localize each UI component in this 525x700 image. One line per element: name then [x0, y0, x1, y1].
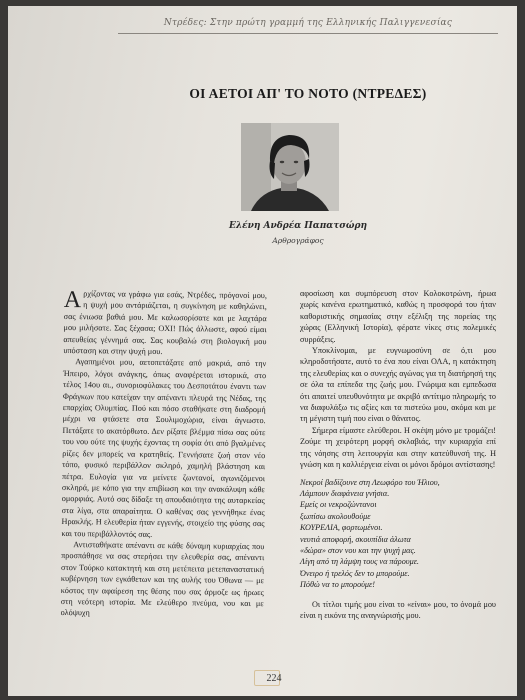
paragraph: Αγαπημένοι μου, αετοπετάξατε από μακριά, από την Ήπειρο, λόγοι ανάγκης, όπως αναφέρεται ιστορικά, στο τέλος 14ου αι., συνοριοφύλακες του Δεσποτάτου έναντι των Φράγκων που κατείχαν την απέναντι πλευρά της Νέδας, της επαρχίας Ολυμπίας. Πού και πόσο σταθήκατε στη διαδρομή μέχρι να φτάσετε στα Σουλιμοχώρια, είναι άγνωστο. Πετάξατε το ακατόρθωτο. Δεν ρίξατε βλέμμα πίσω σας ούτε του νου ούτε της ψυχής έχοντας τη σοφία ότι από βγαλμένες ρίζες δεν μπορείς να κρατηθείς. Γεννήσατε ζωή στον νέο τόπο, φυσικό περιβάλλον σκληρό, χαμηλή βλάστηση και πέτρα. Ευλογία για να μείνετε ζωντανοί, αγωνιζόμενοι σκληρά, με κόπο για την επιβίωση και την ανακάλυψη κάθε ομορφιάς. Αυτό σας δίδαξε τη σπουδαιότητα της αυταρκείας στα λίγα, στα απαραίτητα. Ο καθένας σας γεννήθηκε ένας Ηρακλής. Η ελευθερία ήταν εγγενής, στοιχείο της φύσης σας και του περιβάλλοντός σας. [61, 357, 267, 539]
poem-line: Πόθώ να το μπορούμε! [300, 580, 375, 590]
author-portrait-icon [241, 123, 339, 211]
poem-line: ξωπίσω ακολουθούμε [300, 511, 371, 521]
header-rule [118, 33, 498, 34]
paragraph: Αρχίζοντας να γράφω για εσάς, Ντρέδες, πρόγονοί μου, η ψυχή μου αντάριάζεται, η συγκίνηση με καθηλώνει, σας ένιωσα βαθιά μου. Με καλωσορίσατε και με λαχτάρα μου μιλήσατε. Σας ξέχασα; ΟΧΙ! Πώς άλλωστε, αφού είμαι απευθείας γέννημά σας. Σας κουβαλώ στη βιολογική μου υπόσταση και στην ψυχή μου. [63, 287, 267, 357]
author-role: Αρθρογράφος [272, 236, 324, 245]
running-head: Ντρέδες: Στην πρώτη γραμμή της Ελληνικής Παλιγγενεσίας [163, 18, 453, 28]
poem [300, 477, 496, 591]
poem-line: ΚΟΥΡΕΛΙΑ, φορτωμένοι. [300, 523, 383, 533]
drop-cap: Α [63, 287, 82, 314]
author-name: Ελένη Ανδρέα Παπατσώρη [228, 221, 368, 231]
poem-line: Όνειρο ή τρελός δεν το μπορούμε. [300, 568, 410, 578]
closing-paragraph: Οι τίτλοι τιμής μου είναι το «είναι» μου, το όνομά μου είναι η εικόνα της αναγνώρισής μου. [300, 599, 496, 620]
poem-line: Λίγη από τη λάμψη τους να πάρουμε. [300, 557, 419, 567]
page-number: 224 [266, 673, 282, 684]
paragraph: Αντισταθήκατε απέναντι σε κάθε δύναμη κυριαρχίας που προσπάθησε να σας στερήσει την ελευθερία σας, απέναντι στον Τούρκο κατακτητή και στη μετέπειτα μετεπαναστατική κυβέρνηση των εγκάθετων και της αυλής του Όθωνα — με κόστος την αφαίρεση της θέσης που σας άρμοζε ως ήρωες στη νεότερη ιστορία. Με ελεύθερο πνεύμα, νου και με ολόψυχη [60, 540, 265, 618]
poem-line: Νεκροί βαδίζουνε στη Λεωφόρο του Ήλιου, [300, 477, 440, 487]
poem-line: «δώρα» στον νου και την ψυχή μας. [300, 545, 416, 555]
left-column [61, 288, 267, 621]
paragraph: Υποκλίνομαι, με ευγνωμοσύνη σε ό,τι μου κληροδοτήσατε, αυτό το ένα που είναι ΟΛΑ, η κατάκτηση της ελευθερίας και ο συνεχής αγώνας για τη διατήρησή της σε όλα τα επίπεδα της ζωής μου. Γνώριμα και εμπεδωσα ότι απαιτεί υπευθυνότητα με ακριβό αντίτιμο πληρωμής το να διαφυλάξω τις αξίες και τα πιστεύω μου, ακόμα και με τη μέγιστη τιμή που είναι ο θάνατος. [300, 346, 496, 424]
poem-line: Λάμπουν διαφάνεια γνήσια. [300, 488, 390, 498]
article-title: ΟΙ ΑΕΤΟΙ ΑΠ' ΤΟ ΝΟΤΟ (ΝΤΡΕΔΕΣ) [189, 86, 427, 101]
right-column [300, 288, 496, 621]
paragraph: Σήμερα είμαστε ελεύθεροι. Η σκέψη μόνο με τρομάζει! Ζούμε τη χειρότερη μορφή σκλαβιάς, την κυριαρχία επί της νόησης στη λειτουργία και στην κατεύθυνσή της. Η γνώση και η καλλιέργεια είναι οι μόνοι δρόμοι αντίστασης! [300, 425, 496, 470]
poem-line: Εμείς οι νεκροζώντανοι [300, 500, 377, 510]
poem-line: νευτιά αποφορή, σκουπίδια άλωτα [300, 534, 411, 544]
paragraph: αφοσίωση και συμπόρευση στον Κολοκοτρώνη, ήρωα χωρίς κανένα ερωτηματικό, καθώς η προσφορά του ήταν καθοριστικής σημασίας στην εξέλιξη της πορείας της χώρας (Ελληνική Ιστορία), φέρατε νίκες στις πολεμικές συρράξεις. [300, 289, 496, 344]
document-page [8, 6, 517, 696]
